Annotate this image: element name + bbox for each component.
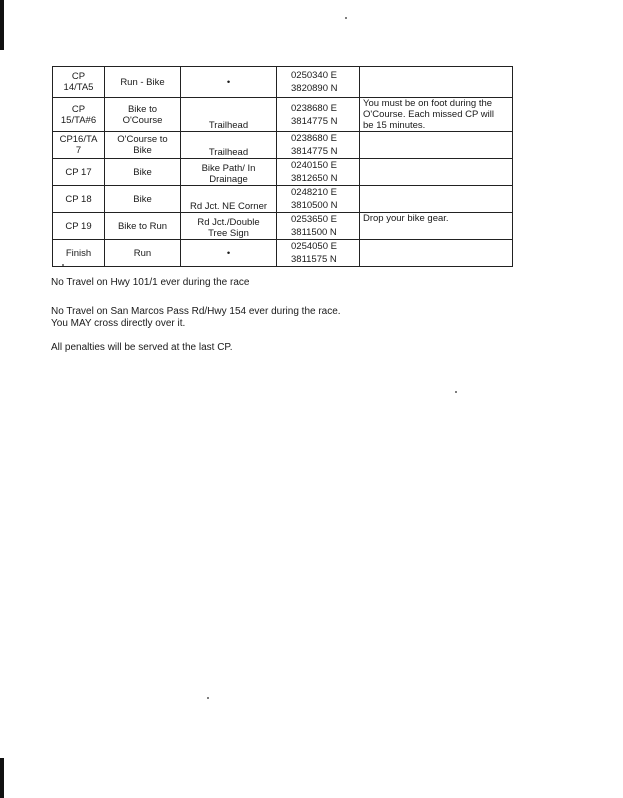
location-cell-line: Trailhead	[208, 147, 249, 158]
note-cross-over: You MAY cross directly over it.	[51, 318, 186, 329]
utm-easting: 0248210 E	[291, 187, 337, 198]
checkpoint-id-cell	[53, 186, 105, 213]
utm-northing: 3820890 N	[291, 83, 338, 94]
utm-coordinates-cell	[277, 186, 360, 213]
location-cell-line: Tree Sign	[208, 228, 249, 239]
location-cell-line: Trailhead	[208, 120, 249, 131]
location-cell	[181, 240, 277, 267]
notes-cell	[360, 213, 513, 240]
leg-type-cell-line: Bike to	[127, 103, 158, 115]
checkpoint-id-cell	[53, 98, 105, 132]
leg-type-cell	[105, 240, 181, 267]
leg-type-cell-line: Bike	[133, 145, 152, 156]
table-row	[53, 159, 513, 186]
utm-easting: 0254050 E	[291, 241, 337, 252]
location-cell-line: •	[226, 247, 231, 259]
checkpoint-id-cell	[53, 132, 105, 159]
utm-easting: 0250340 E	[291, 70, 337, 81]
note-san-marcos-pass: No Travel on San Marcos Pass Rd/Hwy 154 ever during the race.	[51, 306, 341, 317]
notes-cell-line: O'Course. Each missed CP will	[363, 109, 494, 120]
checkpoint-id-cell-line: 7	[75, 145, 82, 156]
table-row	[53, 213, 513, 240]
leg-type-cell-line: Bike to Run	[117, 220, 168, 232]
checkpoint-id-cell-line: CP 17	[65, 166, 92, 178]
location-cell-line: Drainage	[209, 174, 248, 185]
notes-cell	[360, 240, 513, 267]
leg-type-cell	[105, 186, 181, 213]
scan-speck	[455, 391, 457, 393]
location-cell	[181, 67, 277, 98]
checkpoint-id-cell-line: Finish	[65, 247, 92, 259]
checkpoint-id-cell-line: CP 18	[65, 193, 92, 205]
utm-northing: 3812650 N	[291, 173, 338, 184]
table-row	[53, 98, 513, 132]
table-row	[53, 67, 513, 98]
location-cell	[181, 213, 277, 240]
utm-coordinates-cell	[277, 213, 360, 240]
location-cell	[181, 132, 277, 159]
leg-type-cell-line: Bike	[133, 193, 152, 205]
utm-easting: 0240150 E	[291, 160, 337, 171]
utm-coordinates-cell	[277, 98, 360, 132]
location-cell	[181, 186, 277, 213]
notes-cell	[360, 67, 513, 98]
scan-edge-mark-bottom	[0, 758, 4, 798]
table-row	[53, 186, 513, 213]
leg-type-cell-line: Run	[133, 247, 152, 259]
utm-easting: 0238680 E	[291, 102, 337, 114]
utm-coordinates-cell	[277, 159, 360, 186]
utm-northing: 3814775 N	[291, 115, 338, 127]
notes-cell	[360, 159, 513, 186]
notes-cell	[360, 132, 513, 159]
notes-cell	[360, 186, 513, 213]
checkpoint-id-cell-line: 14/TA5	[63, 82, 94, 93]
utm-easting: 0238680 E	[291, 133, 337, 144]
utm-northing: 3814775 N	[291, 146, 338, 157]
leg-type-cell-line: O'Course to	[117, 134, 168, 145]
leg-type-cell-line: Run - Bike	[120, 76, 165, 88]
utm-northing: 3811500 N	[291, 227, 337, 238]
utm-coordinates-cell	[277, 240, 360, 267]
notes-cell	[360, 98, 513, 132]
utm-northing: 3811575 N	[291, 254, 337, 265]
checkpoint-id-cell-line: CP 19	[65, 220, 92, 232]
location-cell-line: •	[226, 76, 231, 88]
utm-northing: 3810500 N	[291, 200, 338, 211]
scan-speck	[345, 17, 347, 19]
leg-type-cell-line: O'Course	[122, 114, 163, 126]
table-row	[53, 240, 513, 267]
scan-speck	[207, 697, 209, 699]
note-penalties: All penalties will be served at the last CP.	[51, 342, 233, 353]
checkpoint-id-cell-line: 15/TA#6	[60, 114, 97, 126]
notes-cell-line: be 15 minutes.	[363, 120, 426, 131]
leg-type-cell	[105, 159, 181, 186]
notes-cell-line: You must be on foot during the	[363, 98, 493, 109]
checkpoint-id-cell-line: CP	[71, 71, 86, 82]
checkpoint-id-cell-line: CP	[71, 103, 86, 115]
utm-coordinates-cell	[277, 67, 360, 98]
utm-easting: 0253650 E	[291, 214, 337, 225]
leg-type-cell	[105, 213, 181, 240]
leg-type-cell	[105, 132, 181, 159]
checkpoint-id-cell	[53, 213, 105, 240]
notes-cell-line: Drop your bike gear.	[363, 213, 449, 224]
checkpoint-id-cell	[53, 67, 105, 98]
leg-type-cell-line: Bike	[133, 166, 152, 178]
scan-edge-mark-top	[0, 0, 4, 50]
checkpoint-id-cell	[53, 240, 105, 267]
leg-type-cell	[105, 98, 181, 132]
location-cell-line: Rd Jct. NE Corner	[189, 201, 268, 212]
checkpoint-id-cell-line: CP16/TA	[59, 134, 98, 145]
table-row	[53, 132, 513, 159]
checkpoint-id-cell	[53, 159, 105, 186]
checkpoint-table	[52, 66, 513, 267]
location-cell-line: Bike Path/ In	[201, 163, 256, 174]
utm-coordinates-cell	[277, 132, 360, 159]
location-cell	[181, 159, 277, 186]
leg-type-cell	[105, 67, 181, 98]
location-cell-line: Rd Jct./Double	[197, 217, 260, 228]
note-hwy-101: No Travel on Hwy 101/1 ever during the race	[51, 277, 250, 288]
location-cell	[181, 98, 277, 132]
